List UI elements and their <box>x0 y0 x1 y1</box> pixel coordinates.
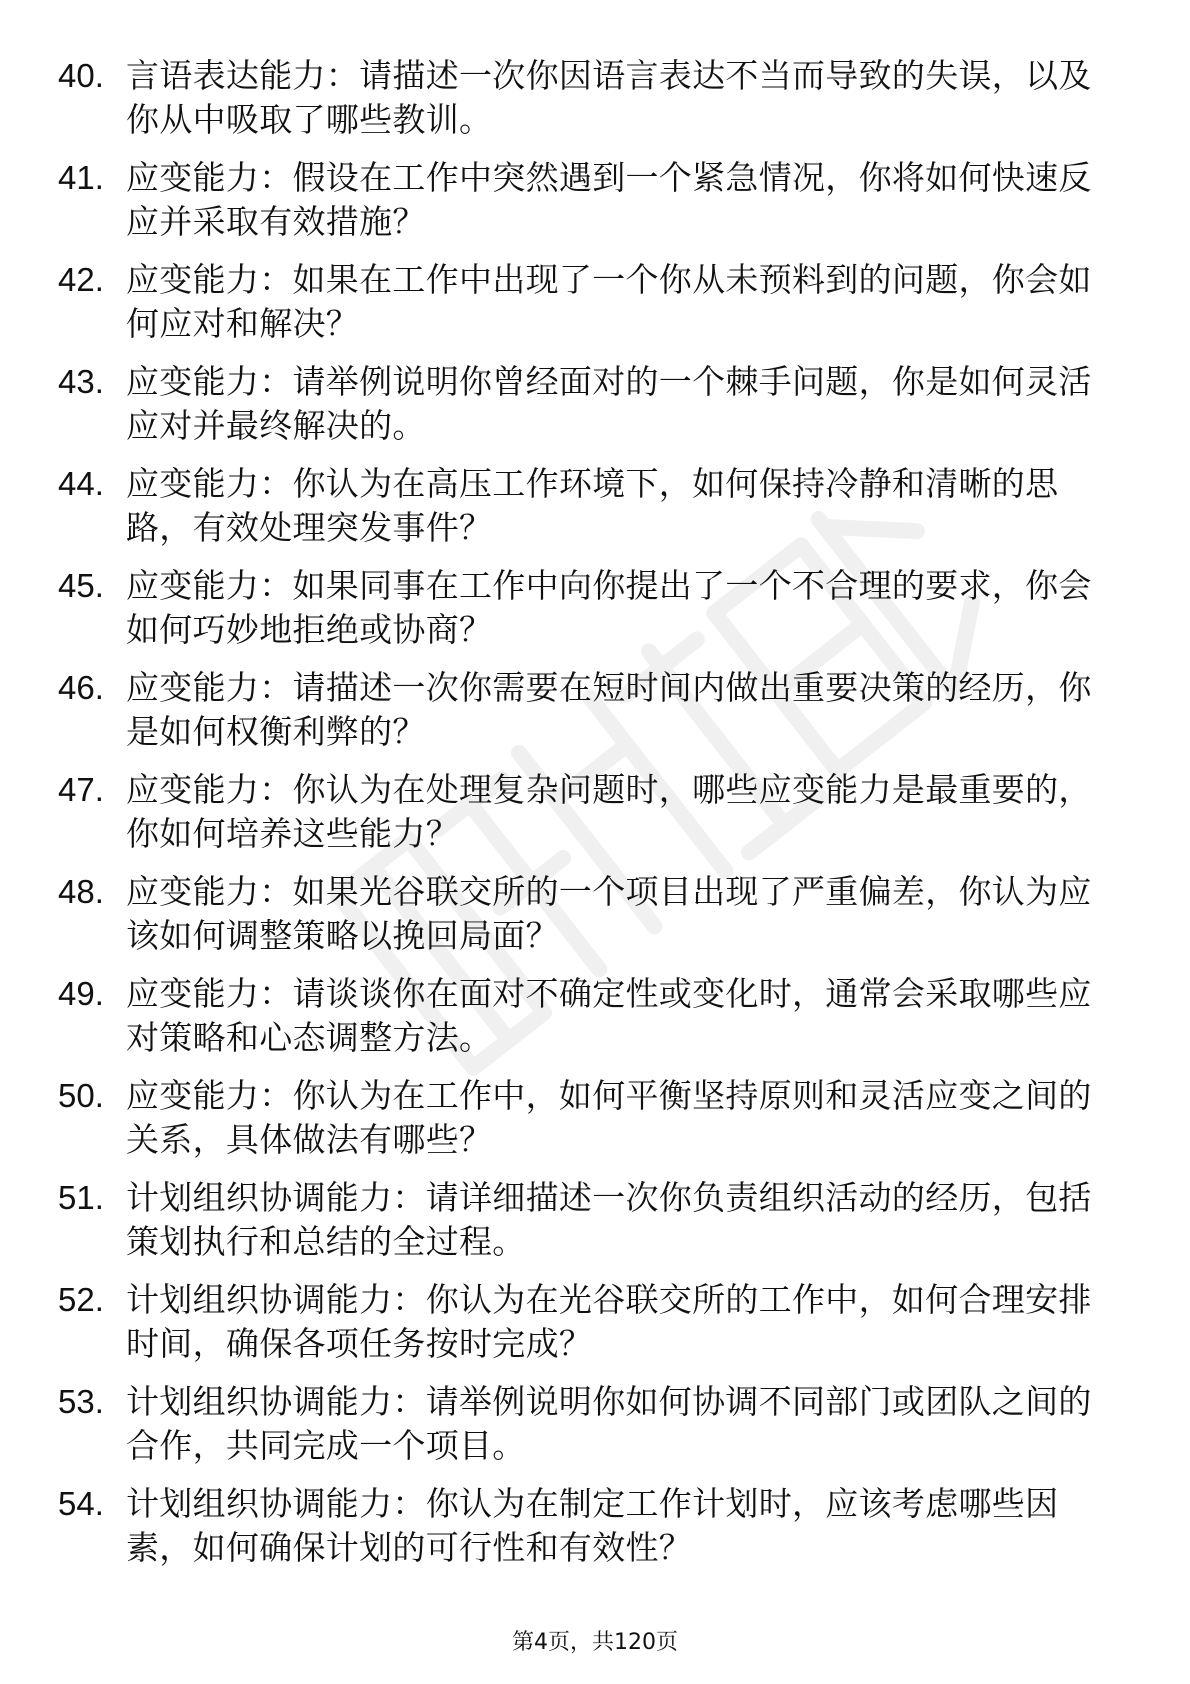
question-number: 47. <box>58 771 104 808</box>
question-number: 46. <box>58 669 104 706</box>
question-text: 应变能力：你认为在工作中，如何平衡坚持原则和灵活应变之间的关系，具体做法有哪些？ <box>126 1076 1092 1159</box>
question-text: 计划组织协调能力：你认为在光谷联交所的工作中，如何合理安排时间，确保各项任务按时完成？ <box>126 1280 1092 1363</box>
question-item <box>58 1380 1118 1482</box>
question-item <box>58 462 1118 564</box>
question-item <box>58 564 1118 666</box>
question-text: 应变能力：假设在工作中突然遇到一个紧急情况，你将如何快速反应并采取有效措施？ <box>126 158 1092 241</box>
question-number: 44. <box>58 465 104 502</box>
question-item <box>58 768 1118 870</box>
question-text: 应变能力：请举例说明你曾经面对的一个棘手问题，你是如何灵活应对并最终解决的。 <box>126 362 1092 445</box>
question-number: 53. <box>58 1383 104 1420</box>
question-number: 42. <box>58 261 104 298</box>
question-text: 应变能力：请描述一次你需要在短时间内做出重要决策的经历，你是如何权衡利弊的？ <box>126 668 1092 751</box>
question-number: 40. <box>58 57 104 94</box>
question-text: 应变能力：请谈谈你在面对不确定性或变化时，通常会采取哪些应对策略和心态调整方法。 <box>126 974 1092 1057</box>
question-number: 43. <box>58 363 104 400</box>
question-item <box>58 1176 1118 1278</box>
question-text: 计划组织协调能力：请举例说明你如何协调不同部门或团队之间的合作，共同完成一个项目。 <box>126 1382 1092 1465</box>
question-text: 应变能力：如果同事在工作中向你提出了一个不合理的要求，你会如何巧妙地拒绝或协商？ <box>126 566 1092 649</box>
question-item <box>58 666 1118 768</box>
page-number-footer: 第4页，共120页 <box>512 1630 678 1655</box>
question-number: 48. <box>58 873 104 910</box>
question-text: 应变能力：你认为在高压工作环境下，如何保持冷静和清晰的思路，有效处理突发事件？ <box>126 464 1059 547</box>
question-number: 51. <box>58 1179 104 1216</box>
question-number: 50. <box>58 1077 104 1114</box>
question-item <box>58 1074 1118 1176</box>
question-text: 计划组织协调能力：你认为在制定工作计划时，应该考虑哪些因素，如何确保计划的可行性和有效性？ <box>126 1484 1059 1567</box>
question-item <box>58 258 1118 360</box>
question-number: 54. <box>58 1485 104 1522</box>
question-text: 应变能力：你认为在处理复杂问题时，哪些应变能力是最重要的，你如何培养这些能力？ <box>126 770 1092 853</box>
question-number: 41. <box>58 159 104 196</box>
question-item <box>58 360 1118 462</box>
question-number: 49. <box>58 975 104 1012</box>
question-item <box>58 1278 1118 1380</box>
question-text: 言语表达能力：请描述一次你因语言表达不当而导致的失误，以及你从中吸取了哪些教训。 <box>126 56 1092 139</box>
question-number: 45. <box>58 567 104 604</box>
question-number: 52. <box>58 1281 104 1318</box>
question-text: 计划组织协调能力：请详细描述一次你负责组织活动的经历，包括策划执行和总结的全过程。 <box>126 1178 1092 1261</box>
question-item <box>58 54 1118 156</box>
question-item <box>58 870 1118 972</box>
question-text: 应变能力：如果在工作中出现了一个你从未预料到的问题，你会如何应对和解决？ <box>126 260 1092 343</box>
question-list <box>58 54 1118 1584</box>
question-text: 应变能力：如果光谷联交所的一个项目出现了严重偏差，你认为应该如何调整策略以挽回局面？ <box>126 872 1092 955</box>
question-item <box>58 972 1118 1074</box>
question-item <box>58 1482 1118 1584</box>
question-item <box>58 156 1118 258</box>
